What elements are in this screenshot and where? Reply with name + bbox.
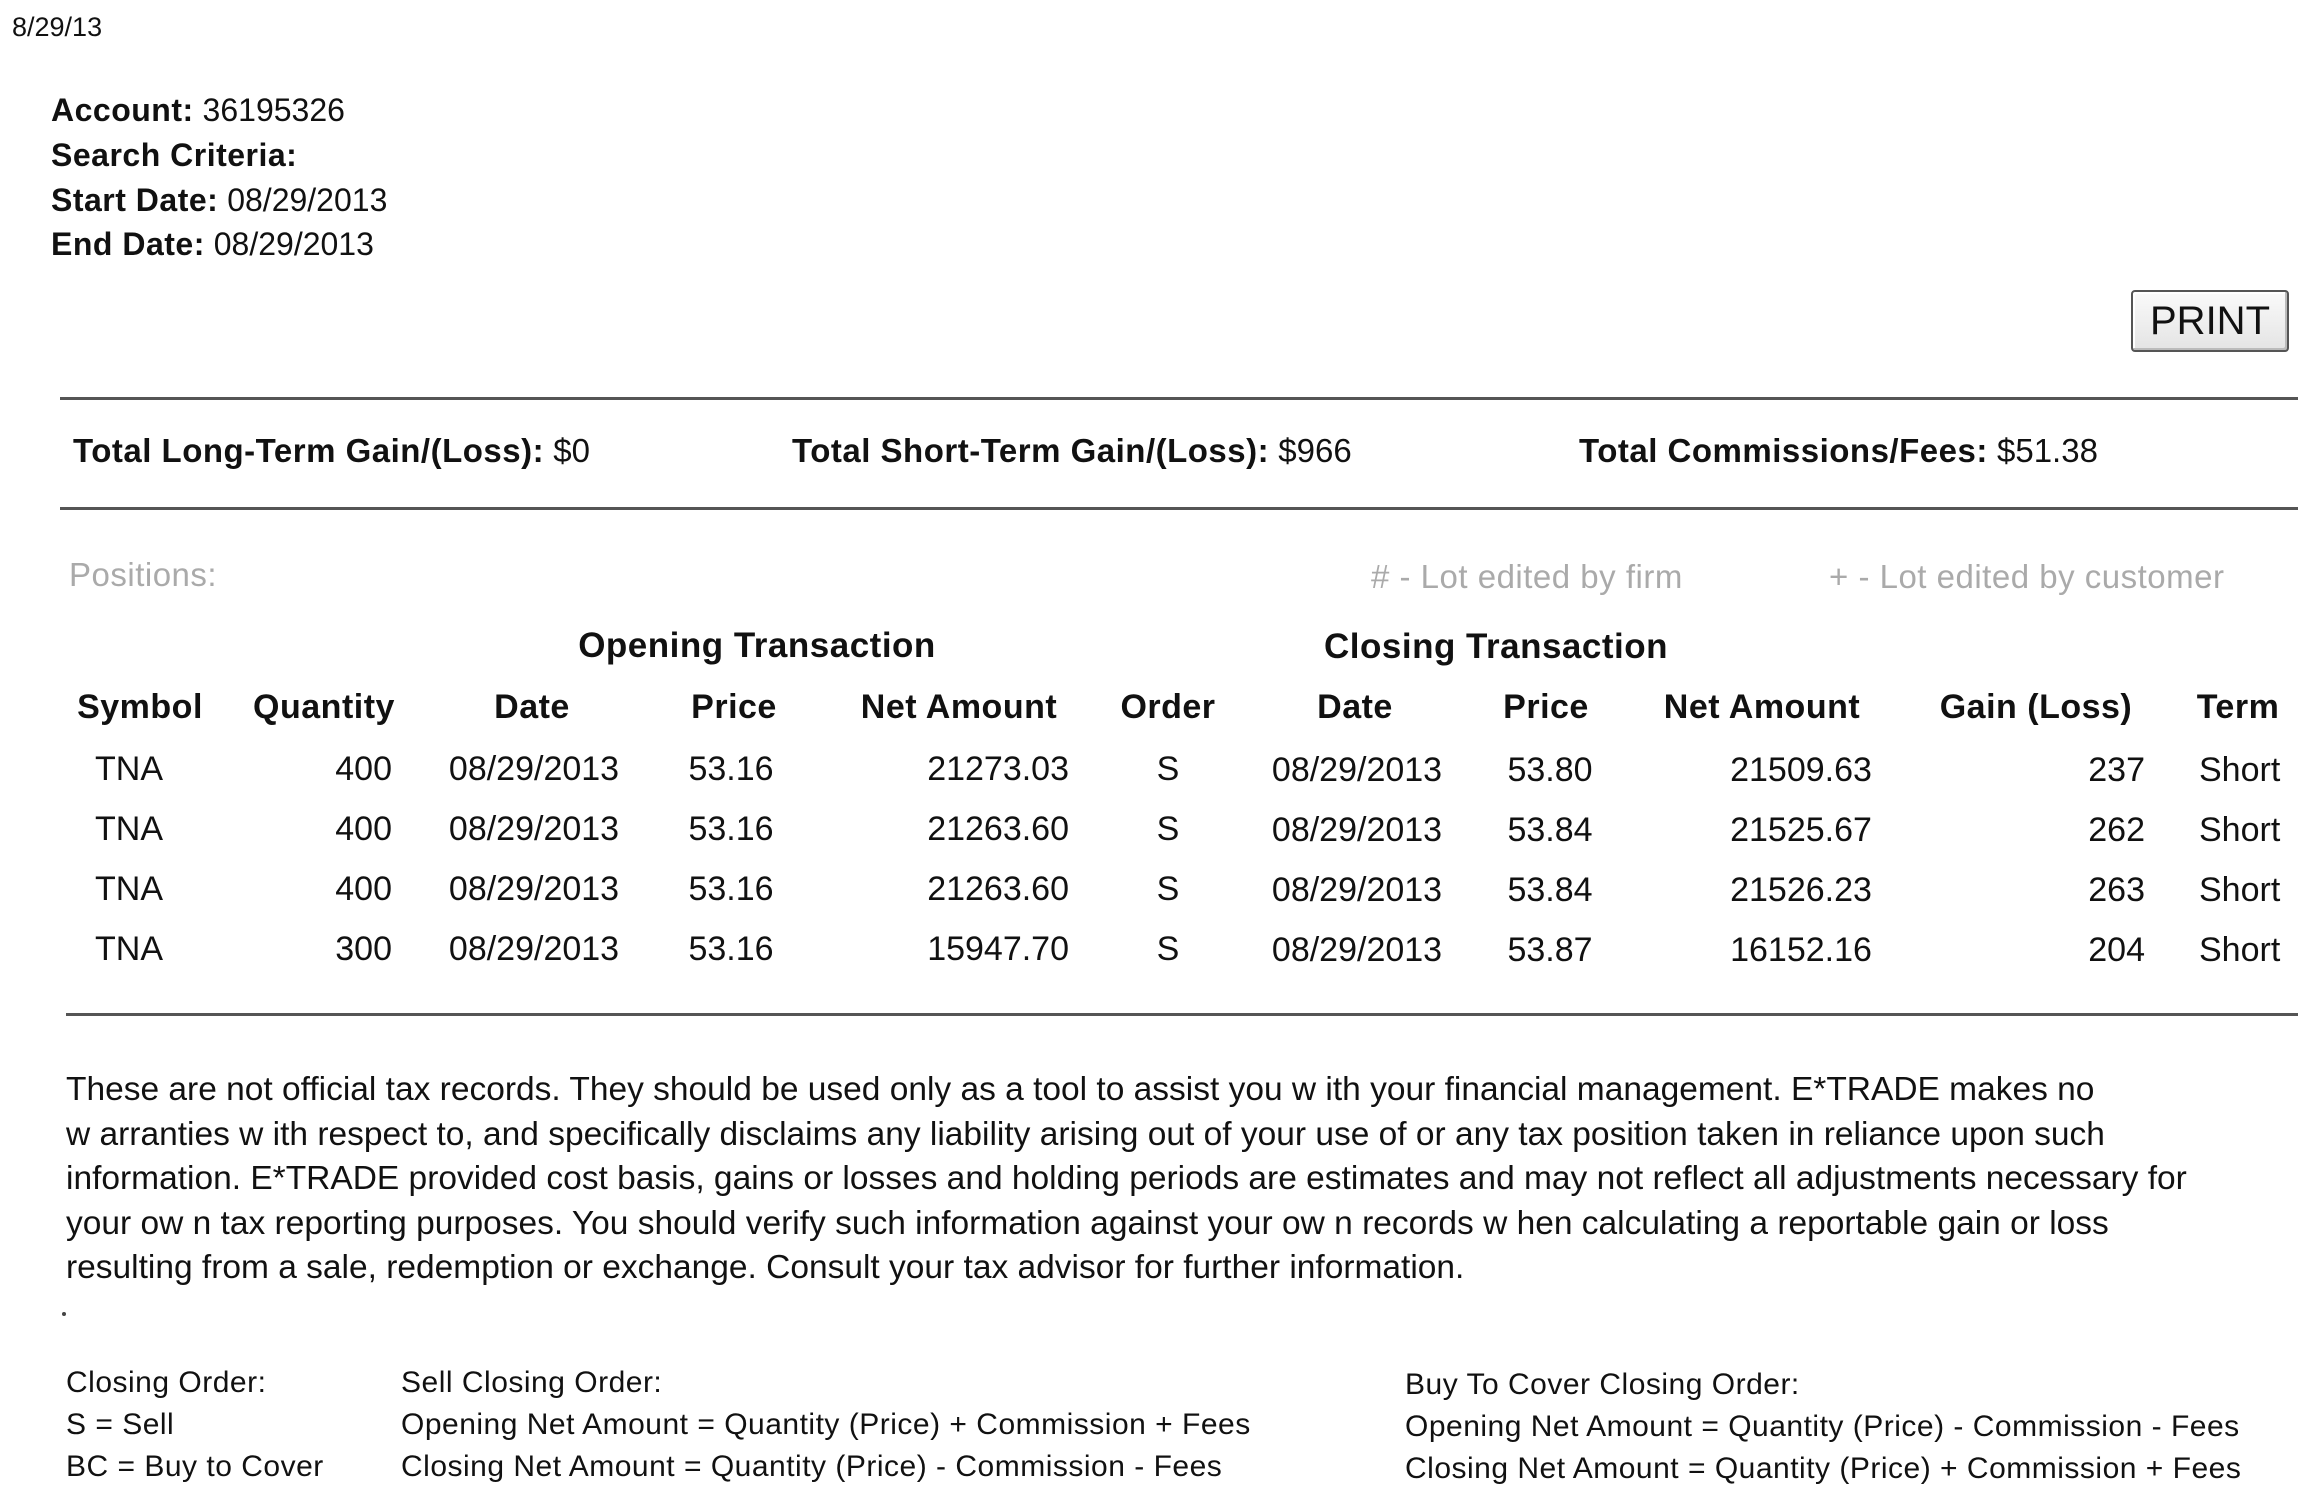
total-commissions bbox=[1579, 432, 2098, 470]
disclaimer-line: These are not official tax records. They should be used only as a tool to assist you w ith your financial management. E*TRADE makes no bbox=[66, 1071, 2095, 1108]
total-short-term-value: $966 bbox=[1278, 432, 1352, 469]
disclaimer-line: your ow n tax reporting purposes. You should verify such information against your ow n records w hen calculating a reportable gain or loss bbox=[66, 1204, 2109, 1242]
cell-open-net-amount: 15947.70 bbox=[927, 930, 1069, 968]
cell-open-net-amount: 21273.03 bbox=[927, 750, 1069, 788]
cell-open-price: 53.16 bbox=[688, 870, 774, 908]
col-close-price: Price bbox=[1503, 688, 1589, 726]
closing-transaction-header: Closing Transaction bbox=[1324, 627, 1668, 666]
cell-symbol: TNA bbox=[95, 750, 163, 788]
end-date-label: End Date: bbox=[51, 226, 205, 262]
cell-term: Short bbox=[2199, 811, 2281, 849]
cell-open-net-amount: 21263.60 bbox=[927, 870, 1069, 908]
cell-open-price: 53.16 bbox=[688, 930, 774, 968]
legend-lot-edited-by-firm: # - Lot edited by firm bbox=[1371, 558, 1683, 595]
buy-to-cover-closing-formula: Closing Net Amount = Quantity (Price) + Commission + Fees bbox=[1405, 1452, 2242, 1485]
col-open-price: Price bbox=[691, 688, 777, 726]
cell-term: Short bbox=[2199, 871, 2281, 909]
col-symbol: Symbol bbox=[77, 688, 203, 726]
cell-open-date: 08/29/2013 bbox=[448, 870, 620, 908]
positions-label: Positions: bbox=[69, 556, 218, 593]
cell-close-date: 08/29/2013 bbox=[1271, 811, 1443, 849]
total-long-term-value: $0 bbox=[553, 432, 590, 469]
end-date-value: 08/29/2013 bbox=[213, 226, 374, 262]
cell-term: Short bbox=[2199, 931, 2281, 969]
buy-to-cover-opening-formula: Opening Net Amount = Quantity (Price) - Commission - Fees bbox=[1405, 1410, 2240, 1443]
cell-order: S bbox=[1156, 810, 1180, 848]
buy-to-cover-legend bbox=[1405, 1364, 2241, 1490]
account-number: 36195326 bbox=[202, 92, 345, 128]
cell-close-date: 08/29/2013 bbox=[1271, 751, 1443, 789]
cell-symbol: TNA bbox=[95, 930, 163, 968]
cell-order: S bbox=[1156, 870, 1180, 908]
cell-close-net-amount: 21526.23 bbox=[1730, 871, 1872, 909]
divider-top bbox=[60, 397, 2298, 400]
sell-closing-order-legend bbox=[401, 1362, 1251, 1488]
search-criteria-line bbox=[51, 137, 297, 174]
total-commissions-value: $51.38 bbox=[1996, 432, 2098, 469]
cell-gain-loss: 263 bbox=[2088, 871, 2145, 909]
disclaimer-line: resulting from a sale, redemption or exchange. Consult your tax advisor for further information. bbox=[66, 1249, 1465, 1286]
buy-to-cover-title: Buy To Cover Closing Order: bbox=[1405, 1368, 1800, 1401]
cell-open-date: 08/29/2013 bbox=[448, 930, 620, 968]
cell-gain-loss: 262 bbox=[2088, 811, 2145, 849]
sell-closing-closing-formula: Closing Net Amount = Quantity (Price) - Commission - Fees bbox=[401, 1450, 1223, 1483]
print-button[interactable]: PRINT bbox=[2131, 290, 2289, 352]
cell-order: S bbox=[1156, 930, 1180, 968]
start-date-value: 08/29/2013 bbox=[227, 182, 388, 218]
end-date-line bbox=[51, 226, 374, 263]
total-long-term bbox=[73, 432, 590, 470]
divider-middle bbox=[60, 507, 2298, 510]
col-gain-loss: Gain (Loss) bbox=[1939, 688, 2133, 726]
stray-dot bbox=[62, 1312, 66, 1316]
cell-gain-loss: 204 bbox=[2088, 931, 2145, 969]
col-open-date: Date bbox=[494, 688, 570, 726]
cell-open-date: 08/29/2013 bbox=[448, 750, 620, 788]
account-label: Account: bbox=[51, 92, 194, 128]
legend-lot-edited-by-customer: + - Lot edited by customer bbox=[1829, 558, 2225, 595]
cell-symbol: TNA bbox=[95, 810, 163, 848]
col-order: Order bbox=[1120, 688, 1216, 726]
cell-gain-loss: 237 bbox=[2088, 751, 2145, 789]
cell-quantity: 400 bbox=[335, 810, 392, 848]
print-date: 8/29/13 bbox=[12, 12, 103, 42]
cell-close-date: 08/29/2013 bbox=[1271, 871, 1443, 909]
cell-close-net-amount: 21509.63 bbox=[1730, 751, 1872, 789]
total-short-term bbox=[792, 432, 1352, 470]
col-quantity: Quantity bbox=[253, 688, 395, 726]
cell-quantity: 400 bbox=[335, 750, 392, 788]
cell-quantity: 300 bbox=[335, 930, 392, 968]
cell-open-date: 08/29/2013 bbox=[448, 810, 620, 848]
closing-order-legend bbox=[66, 1362, 324, 1488]
search-criteria-label: Search Criteria: bbox=[51, 137, 298, 173]
opening-transaction-header: Opening Transaction bbox=[578, 626, 936, 665]
cell-open-price: 53.16 bbox=[688, 750, 774, 788]
total-short-term-label: Total Short-Term Gain/(Loss): bbox=[792, 432, 1270, 469]
cell-open-net-amount: 21263.60 bbox=[927, 810, 1069, 848]
total-commissions-label: Total Commissions/Fees: bbox=[1579, 432, 1988, 469]
cell-close-net-amount: 16152.16 bbox=[1730, 931, 1872, 969]
cell-symbol: TNA bbox=[95, 870, 163, 908]
col-open-net-amount: Net Amount bbox=[860, 688, 1058, 726]
cell-quantity: 400 bbox=[335, 870, 392, 908]
closing-order-title: Closing Order: bbox=[66, 1366, 267, 1399]
disclaimer-line: information. E*TRADE provided cost basis, gains or losses and holding periods are estimates and may not reflect all adjustments necessary for bbox=[66, 1160, 2187, 1197]
disclaimer-text bbox=[66, 1068, 2286, 1291]
cell-close-net-amount: 21525.67 bbox=[1730, 811, 1872, 849]
cell-close-price: 53.80 bbox=[1507, 751, 1593, 789]
total-long-term-label: Total Long-Term Gain/(Loss): bbox=[73, 432, 545, 469]
cell-close-price: 53.84 bbox=[1507, 811, 1593, 849]
disclaimer-line: w arranties w ith respect to, and specifically disclaims any liability arising out of your use of or any tax position taken in reliance upon such bbox=[66, 1115, 2105, 1153]
cell-open-price: 53.16 bbox=[688, 810, 774, 848]
cell-close-date: 08/29/2013 bbox=[1271, 931, 1443, 969]
cell-close-price: 53.87 bbox=[1507, 931, 1593, 969]
col-term: Term bbox=[2196, 688, 2280, 726]
closing-order-buy-to-cover: BC = Buy to Cover bbox=[66, 1450, 324, 1483]
col-close-date: Date bbox=[1317, 688, 1393, 726]
closing-order-sell: S = Sell bbox=[66, 1408, 175, 1441]
sell-closing-title: Sell Closing Order: bbox=[401, 1366, 663, 1399]
cell-order: S bbox=[1156, 750, 1180, 788]
col-close-net-amount: Net Amount bbox=[1663, 688, 1861, 726]
cell-term: Short bbox=[2199, 751, 2281, 789]
sell-closing-opening-formula: Opening Net Amount = Quantity (Price) + Commission + Fees bbox=[401, 1408, 1251, 1441]
start-date-label: Start Date: bbox=[51, 182, 219, 218]
start-date-line bbox=[51, 182, 387, 219]
cell-close-price: 53.84 bbox=[1507, 871, 1593, 909]
divider-bottom bbox=[66, 1013, 2298, 1016]
account-line bbox=[51, 92, 345, 129]
